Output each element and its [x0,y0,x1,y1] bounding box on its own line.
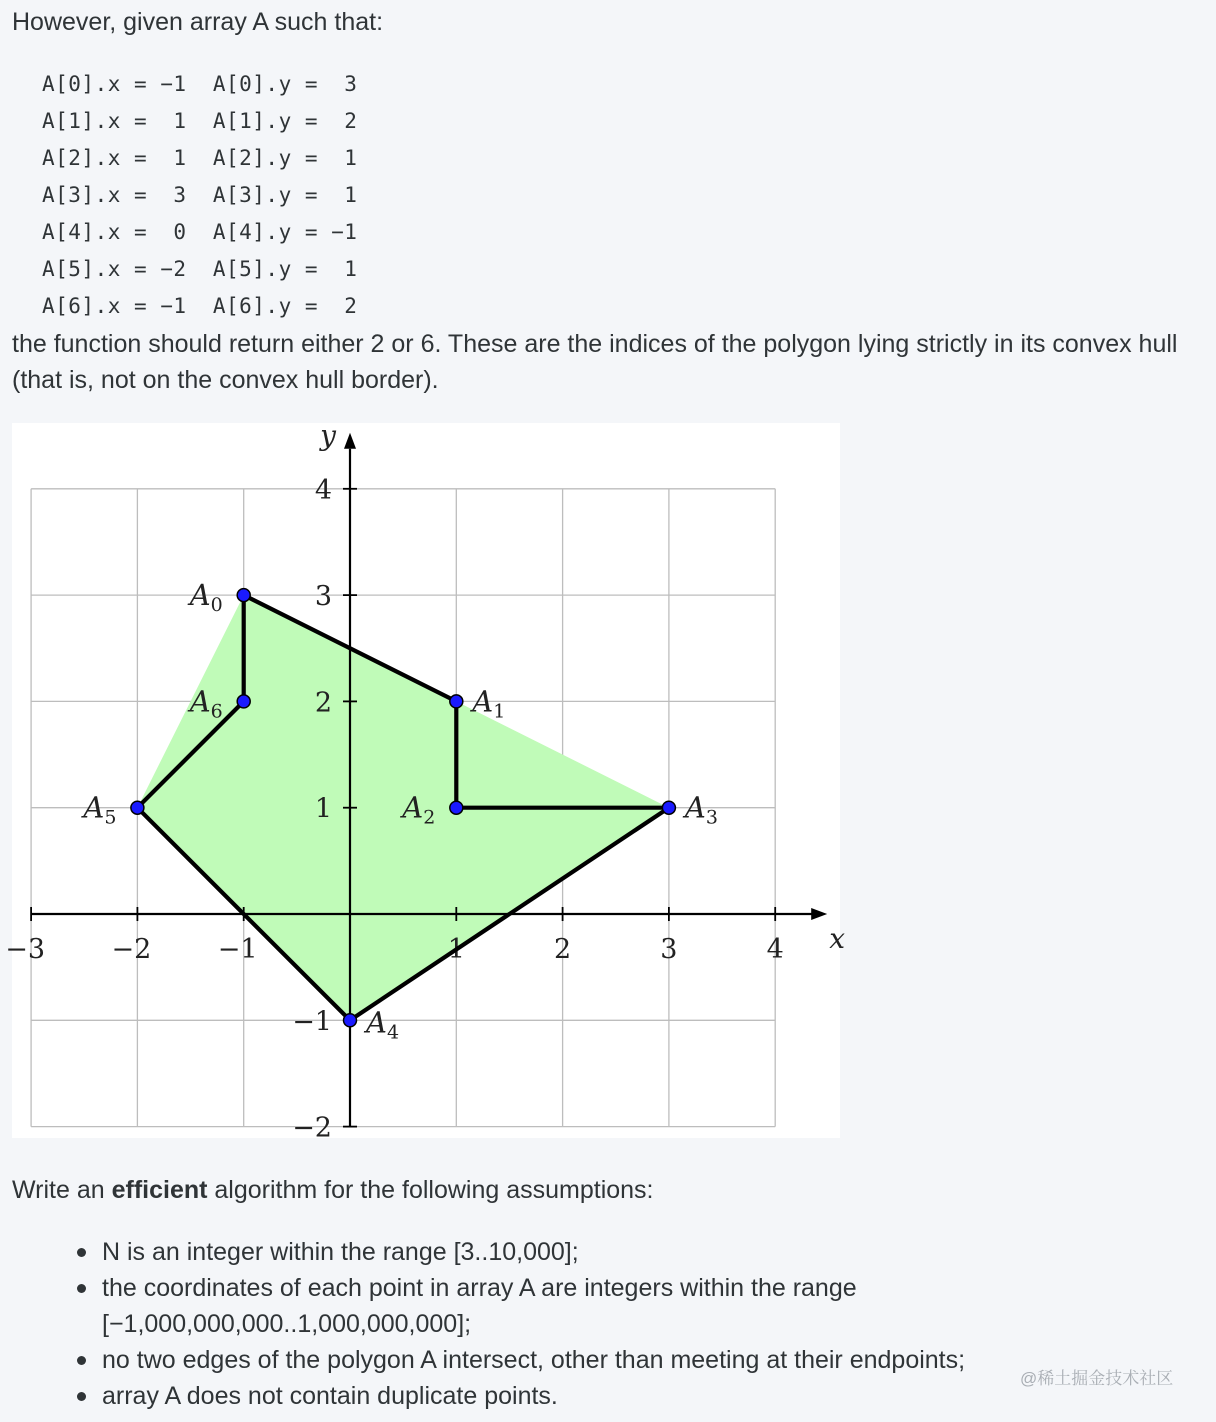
point-label: $A_5$ [83,790,117,829]
data-point [237,589,250,602]
x-tick-label: 1 [447,934,465,965]
list-item-text: no two edges of the polygon A intersect, other than meeting at their endpoints; [102,1346,966,1374]
y-tick-label: −1 [292,1006,332,1038]
bullet-icon [77,1356,86,1365]
y-tick-label: 1 [314,793,332,825]
data-point [450,695,463,708]
list-item [74,1234,1074,1270]
x-tick-label: 4 [766,934,784,965]
y-tick-label: 2 [314,687,332,719]
point-label: $A_2$ [402,790,436,829]
code-line: A[0].x = −1 A[0].y = 3 [42,72,358,96]
list-item-text: array A does not contain duplicate points. [102,1382,558,1410]
x-axis-arrow-icon [811,908,827,920]
y-axis-label: y [320,418,336,452]
intro-text: However, given array A such that: [12,8,384,36]
y-tick-label: −2 [292,1112,332,1144]
y-tick-label: 4 [314,474,332,506]
polygon-plot [5,418,845,1144]
assumptions-intro [12,1172,654,1208]
list-item [74,1342,1074,1378]
x-axis-label: x [829,922,845,955]
point-label: $A_6$ [189,684,223,723]
x-tick-label: 2 [554,934,572,965]
data-point [344,1014,357,1027]
code-line: A[4].x = 0 A[4].y = −1 [42,220,358,244]
polygon-figure [5,418,845,1144]
list-item-text: the coordinates of each point in array A are integers within the range [−1,000,000,000..1,000,000,000]; [102,1274,857,1338]
list-item [74,1270,1074,1342]
bullet-icon [77,1392,86,1401]
watermark: @稀土掘金技术社区 [1020,1369,1174,1388]
y-axis-arrow-icon [344,433,356,449]
assumptions-rest-text: algorithm for the following assumptions: [214,1176,654,1204]
x-tick-label: −3 [5,934,46,965]
data-point [662,801,675,814]
code-line: A[5].x = −2 A[5].y = 1 [42,257,358,281]
x-tick-label: −1 [217,934,258,965]
x-tick-label: 3 [660,934,678,965]
assumptions-bold-word: efficient [111,1176,208,1204]
x-tick-label: −2 [111,934,152,965]
result-paragraph: the function should return either 2 or 6. These are the indices of the polygon lying strictly in its convex hull (that is, not on the convex hull border). [12,330,1178,394]
code-line: A[2].x = 1 A[2].y = 1 [42,146,358,170]
y-tick-label: 3 [314,581,332,613]
point-label: $A_3$ [684,790,718,829]
point-label: $A_1$ [472,684,506,723]
assumptions-intro-text: Write an [12,1176,105,1204]
data-point [131,801,144,814]
assumptions-list [74,1234,1074,1414]
coordinates-code-block [42,68,357,327]
bullet-icon [77,1284,86,1293]
bullet-icon [77,1248,86,1257]
data-point [237,695,250,708]
code-line: A[1].x = 1 A[1].y = 2 [42,109,358,133]
code-line: A[6].x = −1 A[6].y = 2 [42,294,358,318]
point-label: $A_0$ [189,578,223,617]
list-item [74,1378,1074,1414]
list-item-text: N is an integer within the range [3..10,000]; [102,1238,579,1266]
code-line: A[3].x = 3 A[3].y = 1 [42,183,358,207]
point-label: $A_4$ [366,1005,400,1044]
data-point [450,801,463,814]
